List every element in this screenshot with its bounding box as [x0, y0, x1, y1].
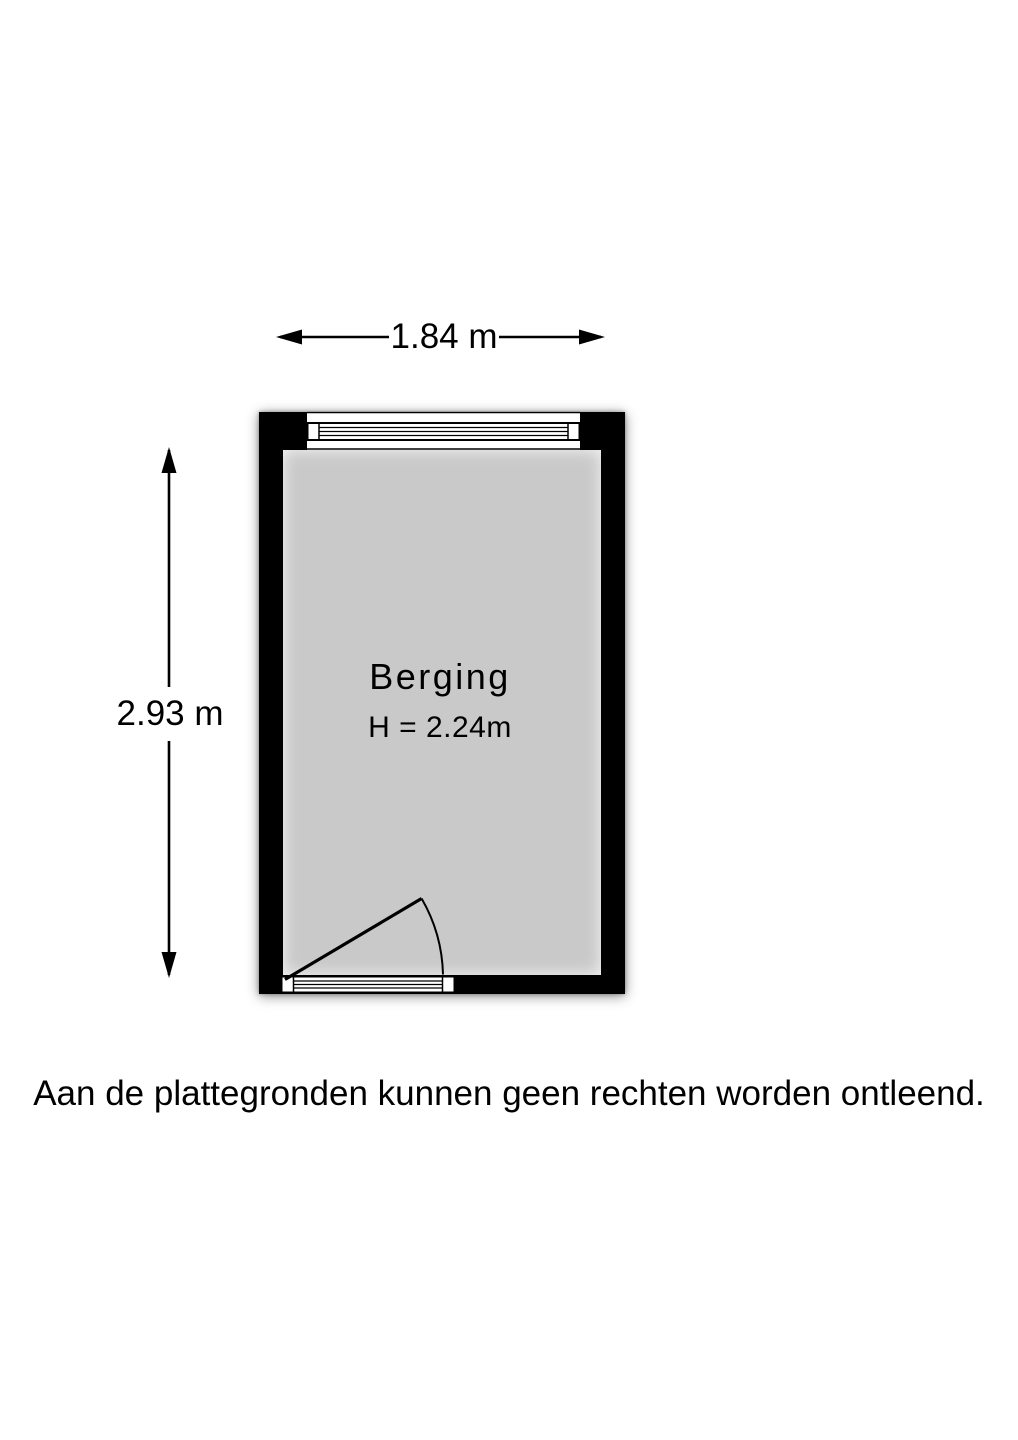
arrow-down-icon — [162, 952, 177, 978]
arrow-left-icon — [276, 330, 302, 345]
width-dimension-label: 1.84 m — [390, 317, 498, 356]
room-ceiling-height-label: H = 2.24m — [368, 711, 512, 744]
arrow-right-icon — [579, 330, 605, 345]
height-dimension-label: 2.93 m — [116, 694, 224, 733]
disclaimer-text: Aan de plattegronden kunnen geen rechten worden ontleend. — [33, 1074, 985, 1113]
floorplan-drawing — [259, 412, 625, 994]
room-name-label: Berging — [369, 656, 511, 697]
arrow-up-icon — [162, 447, 177, 473]
